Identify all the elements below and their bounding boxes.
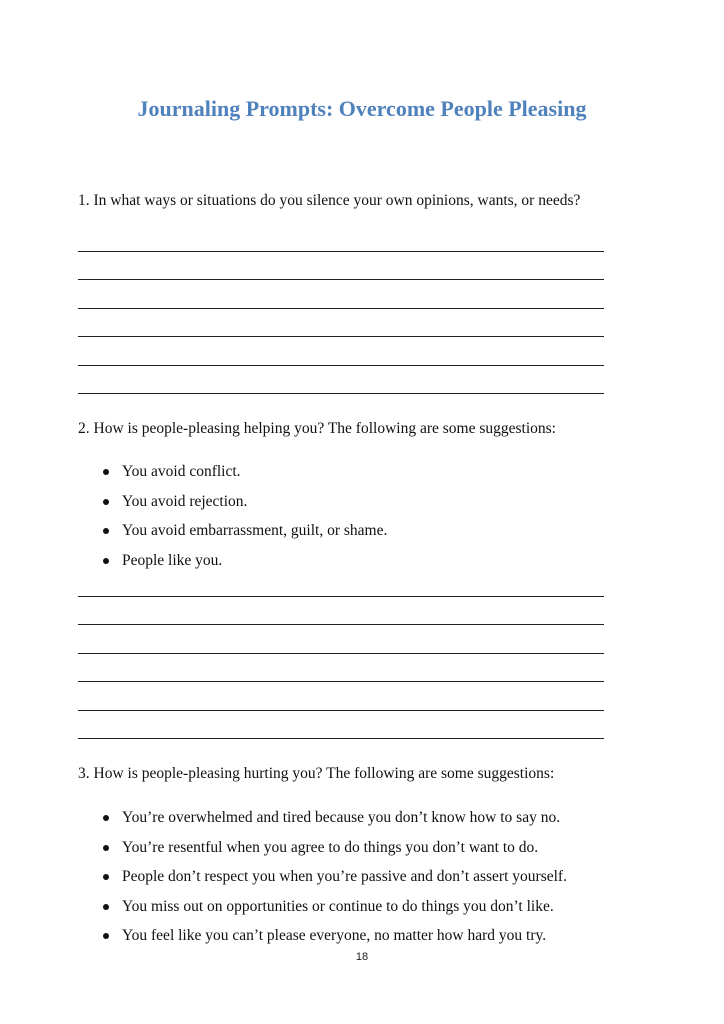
answer-line	[78, 366, 604, 395]
bullet-icon	[103, 815, 109, 821]
list-item-text: You miss out on opportunities or continue to do things you don’t like.	[122, 897, 554, 915]
answer-line	[78, 568, 604, 597]
answer-line	[78, 625, 604, 654]
bullet-icon	[103, 904, 109, 910]
answer-line	[78, 223, 604, 252]
answer-line	[78, 309, 604, 338]
bullet-icon	[103, 874, 109, 880]
bullet-icon	[103, 845, 109, 851]
list-item-text: You’re overwhelmed and tired because you don’t know how to say no.	[122, 809, 561, 826]
question-2: 2. How is people-pleasing helping you? The following are some suggestions:	[78, 420, 556, 437]
list-item-text: You avoid rejection.	[122, 492, 248, 510]
answer-line	[78, 597, 604, 626]
list-item-text: People like you.	[122, 551, 223, 569]
list-item	[100, 521, 387, 551]
list-item	[100, 808, 567, 838]
list-item-text: You’re resentful when you agree to do things you don’t want to do.	[122, 838, 539, 856]
list-item	[100, 838, 567, 868]
bullet-icon	[103, 528, 109, 534]
answer-line	[78, 252, 604, 281]
page-number: 18	[355, 951, 369, 963]
answer-lines-1	[78, 223, 604, 394]
page-title: Journaling Prompts: Overcome People Pleasing	[137, 96, 587, 121]
bullet-icon	[103, 933, 109, 939]
list-item	[100, 492, 387, 522]
answer-line	[78, 337, 604, 366]
answer-line	[78, 654, 604, 683]
list-item	[100, 897, 567, 927]
question-3: 3. How is people-pleasing hurting you? The following are some suggestions:	[78, 765, 555, 782]
suggestion-list-2	[100, 462, 387, 580]
list-item-text: People don’t respect you when you’re passive and don’t assert yourself.	[122, 868, 567, 885]
bullet-icon	[103, 558, 109, 564]
bullet-icon	[103, 469, 109, 475]
answer-lines-2	[78, 568, 604, 739]
list-item-text: You feel like you can’t please everyone, no matter how hard you try.	[122, 927, 547, 944]
list-item-text: You avoid conflict.	[122, 463, 241, 480]
list-item-text: You avoid embarrassment, guilt, or shame.	[122, 522, 388, 539]
answer-line	[78, 682, 604, 711]
bullet-icon	[103, 499, 109, 505]
list-item	[100, 462, 387, 492]
question-1: 1. In what ways or situations do you silence your own opinions, wants, or needs?	[78, 192, 581, 209]
list-item	[100, 867, 567, 897]
answer-line	[78, 280, 604, 309]
answer-line	[78, 711, 604, 740]
suggestion-list-3	[100, 808, 567, 956]
